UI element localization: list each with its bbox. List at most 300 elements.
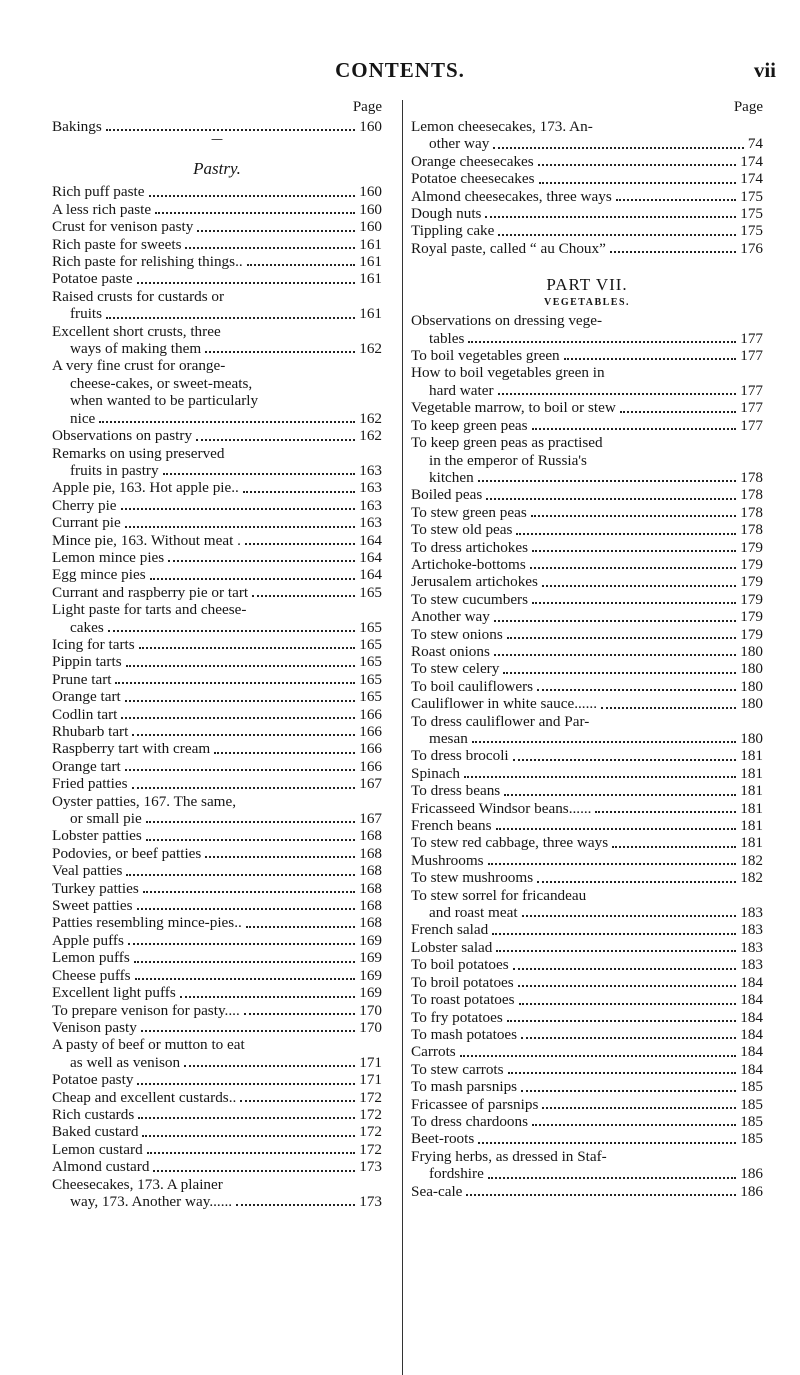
toc-entry-page: 165 (359, 583, 382, 601)
toc-entry (52, 827, 382, 844)
toc-entry-page: 176 (740, 239, 763, 257)
leader-dots (513, 759, 737, 761)
toc-entry (52, 1176, 382, 1211)
leader-dots (616, 199, 736, 201)
toc-entry (52, 514, 382, 531)
toc-entry-text: and roast meat (429, 904, 518, 922)
toc-entry-text: Orange tart (52, 757, 121, 775)
toc-entry-text: Roast onions (411, 642, 490, 660)
toc-entry (52, 932, 382, 949)
toc-entry (411, 939, 763, 956)
toc-entry-last-line (411, 904, 763, 921)
toc-entry-page: 167 (359, 775, 382, 793)
toc-entry (52, 636, 382, 653)
leader-dots (542, 1107, 736, 1109)
toc-entry-text: Lobster patties (52, 827, 142, 845)
toc-entry (52, 566, 382, 583)
toc-entry-text: Orange cheesecakes (411, 152, 534, 170)
toc-entry (411, 205, 763, 222)
toc-entry-page: 183 (740, 938, 763, 956)
leader-dots (132, 734, 355, 736)
toc-entry-text: To boil vegetables green (411, 347, 560, 365)
toc-entry (411, 643, 763, 660)
toc-entry (411, 1113, 763, 1130)
toc-entry-page: 181 (740, 799, 763, 817)
toc-entry-page: 165 (359, 670, 382, 688)
toc-entry (52, 793, 382, 828)
toc-entry-text: Raised crusts for custards or (52, 287, 225, 305)
toc-entry (411, 765, 763, 782)
toc-entry (52, 758, 382, 775)
page-header-title: CONTENTS. (335, 58, 465, 82)
toc-entry-page: 162 (359, 409, 382, 427)
page-number: vii (753, 58, 776, 82)
toc-entry (411, 347, 763, 364)
toc-entry-page: 171 (359, 1053, 382, 1071)
toc-entry-page: 163 (359, 514, 382, 532)
toc-entry-page: 174 (740, 170, 763, 188)
toc-entry-text: To stew old peas (411, 521, 513, 539)
toc-entry (411, 1078, 763, 1095)
leader-dots (163, 473, 356, 475)
toc-entry-page: 172 (359, 1088, 382, 1106)
toc-entry (411, 188, 763, 205)
toc-entry-last-line (52, 1054, 382, 1071)
toc-entry-last-line (411, 469, 763, 486)
toc-entry-page: 166 (359, 740, 382, 758)
leader-dots (507, 637, 736, 639)
toc-entry-text: Currant and raspberry pie or tart (52, 583, 249, 601)
toc-entry-text: To stew carrots (411, 1060, 504, 1078)
leader-dots (539, 182, 737, 184)
leader-dots (496, 950, 736, 952)
leader-dots (146, 821, 356, 823)
toc-entry-page: 174 (740, 152, 763, 170)
toc-entry-page: 168 (359, 862, 382, 880)
leader-dots (486, 498, 736, 500)
toc-entry (411, 800, 763, 817)
toc-entry (52, 253, 382, 270)
part-subtitle: VEGETABLES. (543, 297, 631, 309)
toc-entry (52, 236, 382, 253)
toc-entry-page: 172 (359, 1140, 382, 1158)
toc-entry-text: tables (429, 329, 465, 347)
toc-entry-page: 180 (740, 677, 763, 695)
leader-dots (106, 129, 355, 131)
leader-dots (243, 491, 355, 493)
toc-entry-page: 177 (740, 347, 763, 365)
leader-dots (108, 630, 355, 632)
toc-entry-page: 179 (740, 625, 763, 643)
toc-entry-text: Pippin tarts (52, 653, 122, 671)
leader-dots (488, 1177, 736, 1179)
toc-entry (52, 984, 382, 1001)
toc-entry-text: Rich custards (52, 1105, 135, 1123)
leader-dots (125, 700, 355, 702)
toc-entry (52, 1123, 382, 1140)
toc-entry (52, 897, 382, 914)
toc-entry-page: 165 (359, 635, 382, 653)
leader-dots (126, 874, 355, 876)
toc-entry-page: 172 (359, 1105, 382, 1123)
toc-entry-page: 178 (740, 521, 763, 539)
toc-entry (411, 608, 763, 625)
toc-entry-page: 161 (359, 305, 382, 323)
toc-entry-text: To prepare venison for pasty.... (52, 1001, 240, 1019)
toc-entry-text: way, 173. Another way...... (70, 1192, 233, 1210)
toc-entry (411, 782, 763, 799)
toc-entry (411, 521, 763, 538)
toc-entry-page: 180 (740, 642, 763, 660)
toc-entry (52, 949, 382, 966)
toc-entry-page: 166 (359, 705, 382, 723)
toc-entry-text: as well as venison (70, 1053, 181, 1071)
toc-entry-text: Cauliflower in white sauce...... (411, 695, 597, 713)
toc-entry-page: 165 (359, 653, 382, 671)
leader-dots (247, 264, 356, 266)
toc-entry-text: To stew onions (411, 625, 503, 643)
toc-entry (52, 201, 382, 218)
toc-entry (52, 671, 382, 688)
toc-entry-page: 183 (740, 956, 763, 974)
toc-entry-page: 185 (740, 1078, 763, 1096)
leader-dots (542, 585, 736, 587)
toc-entry-page: 168 (359, 897, 382, 915)
toc-entry (411, 504, 763, 521)
toc-entry-page: 164 (359, 548, 382, 566)
toc-entry-page: 179 (740, 538, 763, 556)
toc-entry-text: when wanted to be particularly (70, 392, 259, 410)
toc-entry-page: 179 (740, 590, 763, 608)
toc-entry (411, 713, 763, 748)
leader-dots (532, 602, 736, 604)
leader-dots (498, 234, 736, 236)
toc-entry (52, 706, 382, 723)
toc-entry-text: Rich puff paste (52, 183, 145, 201)
toc-entry (411, 417, 763, 434)
toc-entry (411, 1026, 763, 1043)
leader-dots (601, 707, 736, 709)
toc-entry-text: Mince pie, 163. Without meat . (52, 531, 241, 549)
toc-entry-text: To stew mushrooms (411, 869, 534, 887)
toc-entry-page: 177 (740, 329, 763, 347)
toc-entry-text: To mash potatoes (411, 1025, 518, 1043)
toc-entry-text: To stew celery (411, 660, 500, 678)
toc-entry-text: Apple puffs (52, 931, 124, 949)
leader-dots (236, 1204, 355, 1206)
column-divider (402, 100, 403, 1375)
toc-entry-page: 183 (740, 921, 763, 939)
toc-entry-page: 175 (740, 205, 763, 223)
toc-entry (411, 312, 763, 347)
leader-dots (155, 212, 355, 214)
leader-dots (125, 526, 355, 528)
toc-entry (52, 532, 382, 549)
leader-dots (620, 411, 736, 413)
leader-dots (508, 1072, 737, 1074)
leader-dots (128, 943, 355, 945)
toc-entry-text: Almond cheesecakes, three ways (411, 187, 612, 205)
toc-entry-page: 171 (359, 1071, 382, 1089)
toc-entry-page: 181 (740, 834, 763, 852)
toc-entry-page: 178 (740, 468, 763, 486)
leader-dots (532, 428, 737, 430)
leader-dots (246, 926, 355, 928)
left-page-heading: Page (352, 99, 382, 115)
toc-entry (52, 270, 382, 287)
toc-entry-text: How to boil vegetables green in (411, 364, 605, 382)
leader-dots (492, 933, 736, 935)
leader-dots (142, 1135, 355, 1137)
left-column (52, 96, 382, 1210)
toc-entry-page: 180 (740, 730, 763, 747)
toc-entry-page: 161 (359, 253, 382, 271)
toc-entry-page: 162 (359, 427, 382, 445)
toc-entry (411, 170, 763, 187)
toc-entry (411, 1061, 763, 1078)
toc-entry (52, 1002, 382, 1019)
toc-entry (411, 678, 763, 695)
toc-entry-text: Observations on dressing vege- (411, 312, 603, 330)
toc-entry (52, 479, 382, 496)
toc-entry (52, 688, 382, 705)
toc-entry (52, 218, 382, 235)
toc-entry-page: 168 (359, 879, 382, 897)
toc-entry-text: fordshire (429, 1165, 484, 1183)
toc-entry (411, 747, 763, 764)
toc-entry-text: Oyster patties, 167. The same, (52, 792, 237, 810)
toc-entry-page: 168 (359, 914, 382, 932)
toc-entry (411, 1183, 763, 1200)
toc-entry (52, 288, 382, 323)
toc-entry-text: Crust for venison pasty (52, 218, 194, 236)
leader-dots (537, 881, 736, 883)
toc-entry (411, 556, 763, 573)
toc-entry-text: Beet-roots (411, 1130, 475, 1148)
toc-entry-text: To dress beans (411, 782, 501, 800)
toc-entry-page: 175 (740, 222, 763, 240)
leader-dots (522, 915, 737, 917)
toc-entry (52, 862, 382, 879)
toc-entry (411, 991, 763, 1008)
toc-entry-text: Royal paste, called “ au Choux” (411, 239, 606, 257)
toc-entry-text: Cherry pie (52, 496, 117, 514)
toc-entry-page: 185 (740, 1095, 763, 1113)
toc-entry-text: To keep green peas as practised (411, 434, 603, 452)
toc-entry-text: To stew cucumbers (411, 590, 529, 608)
leader-dots (516, 533, 736, 535)
leader-dots (498, 393, 737, 395)
toc-entry (52, 1036, 382, 1071)
toc-entry-text: To dress artichokes (411, 538, 529, 556)
toc-entry-text: Fricasseed Windsor beans...... (411, 799, 592, 817)
toc-entry-text: fruits (70, 305, 103, 323)
toc-entry-page: 177 (740, 416, 763, 434)
leader-dots (478, 1142, 736, 1144)
toc-entry (52, 497, 382, 514)
toc-entry-text: Patties resembling mince-pies.. (52, 914, 242, 932)
toc-entry-page: 160 (359, 118, 382, 135)
toc-entry (411, 921, 763, 938)
toc-entry (411, 486, 763, 503)
toc-entry-page: 185 (740, 1130, 763, 1148)
toc-entry (52, 1019, 382, 1036)
toc-entry-text: nice (70, 409, 96, 427)
toc-entry-text: hard water (429, 381, 494, 399)
toc-entry-text: Cheese puffs (52, 966, 131, 984)
toc-entry (52, 549, 382, 566)
right-page-heading: Page (733, 99, 763, 115)
toc-entry-text: Excellent short crusts, three (52, 322, 221, 340)
toc-entry-page: 183 (740, 904, 763, 922)
toc-entry (411, 1043, 763, 1060)
toc-entry-page: 180 (740, 695, 763, 713)
toc-entry-text: Fricassee of parsnips (411, 1095, 539, 1113)
toc-entry-text: or small pie (70, 810, 142, 828)
toc-entry-text: Mushrooms (411, 851, 484, 869)
toc-entry (52, 584, 382, 601)
toc-entry-text: kitchen (429, 468, 474, 486)
toc-entry (411, 834, 763, 851)
leader-dots (472, 741, 736, 743)
toc-entry-text: Sweet patties (52, 897, 133, 915)
toc-entry (411, 222, 763, 239)
toc-entry-page: 182 (740, 851, 763, 869)
leader-dots (196, 439, 355, 441)
toc-entry (411, 869, 763, 886)
toc-entry-page: 169 (359, 984, 382, 1002)
leader-dots (488, 863, 737, 865)
toc-entry-page: 160 (359, 183, 382, 201)
toc-entry-text: Boiled peas (411, 486, 483, 504)
toc-entry-page: 168 (359, 827, 382, 845)
toc-entry-page: 164 (359, 531, 382, 549)
leader-dots (460, 1055, 737, 1057)
toc-entry-text: To stew green peas (411, 503, 527, 521)
toc-entry-text: ways of making them (70, 340, 202, 358)
toc-entry-page: 161 (359, 270, 382, 288)
leader-dots (485, 216, 736, 218)
leader-dots (138, 1117, 355, 1119)
leader-dots (141, 1030, 355, 1032)
leader-dots (137, 282, 356, 284)
toc-entry (52, 445, 382, 480)
leader-dots (507, 1020, 736, 1022)
toc-entry-text: Rich paste for relishing things.. (52, 253, 243, 271)
toc-entry-text: Frying herbs, as dressed in Staf- (411, 1147, 607, 1165)
leader-dots (521, 1037, 736, 1039)
toc-entry-page: 175 (740, 187, 763, 205)
toc-entry-text: Spinach (411, 764, 460, 782)
toc-entry-last-line (411, 135, 763, 152)
toc-entry-last-line (411, 330, 763, 347)
toc-entry-text: Carrots (411, 1043, 456, 1061)
toc-entry (52, 601, 382, 636)
leader-dots (537, 689, 736, 691)
leader-dots (135, 978, 356, 980)
toc-entry-page: 179 (740, 573, 763, 591)
toc-entry-page: 181 (740, 782, 763, 800)
toc-entry-text: To broil potatoes (411, 973, 514, 991)
toc-entry-page: 181 (740, 764, 763, 782)
leader-dots (518, 985, 737, 987)
toc-entry-text: Rhubarb tart (52, 723, 129, 740)
leader-dots (134, 961, 355, 963)
leader-dots (121, 508, 356, 510)
toc-entry-text: Observations on pastry (52, 427, 193, 445)
leader-dots (121, 717, 355, 719)
toc-entry-text: Cheap and excellent custards.. (52, 1088, 237, 1106)
toc-entry-page: 186 (740, 1165, 763, 1183)
toc-entry (411, 626, 763, 643)
section-rule: — (211, 132, 223, 147)
toc-entry-page: 181 (740, 817, 763, 835)
toc-entry (411, 887, 763, 922)
leader-dots (612, 846, 736, 848)
leader-dots (494, 654, 736, 656)
leader-dots (493, 147, 744, 149)
toc-entry-last-line (52, 305, 382, 322)
toc-entry (411, 399, 763, 416)
leader-dots (143, 891, 355, 893)
toc-entry (411, 1148, 763, 1183)
toc-entry-text: Apple pie, 163. Hot apple pie.. (52, 479, 239, 497)
leader-dots (115, 682, 355, 684)
toc-entry-page: 177 (740, 381, 763, 399)
toc-entry-text: Almond custard (52, 1158, 150, 1176)
toc-entry (411, 591, 763, 608)
toc-entry-page: 184 (740, 1043, 763, 1061)
leader-dots (168, 560, 355, 562)
toc-entry-page: 180 (740, 660, 763, 678)
toc-entry (411, 118, 763, 153)
toc-entry-page: 164 (359, 566, 382, 584)
leader-dots (180, 996, 355, 998)
toc-entry-page: 165 (359, 688, 382, 706)
toc-entry-page: 167 (359, 810, 382, 828)
leader-dots (150, 578, 356, 580)
toc-entry-last-line (52, 340, 382, 357)
toc-entry-text: Codlin tart (52, 705, 118, 723)
toc-entry-page: 179 (740, 555, 763, 573)
toc-entry (52, 880, 382, 897)
leader-dots (126, 665, 356, 667)
toc-entry-page: 184 (740, 1025, 763, 1043)
leader-dots (99, 421, 355, 423)
leader-dots (519, 1003, 737, 1005)
toc-entry-text: Venison pasty (52, 1018, 137, 1036)
toc-entry-last-line (411, 730, 763, 747)
toc-entry-page: 165 (359, 618, 382, 636)
right-column (411, 96, 763, 1200)
leader-dots (494, 620, 736, 622)
toc-entry-text: Tippling cake (411, 222, 495, 240)
toc-entry (411, 852, 763, 869)
toc-entry-text: To dress chardoons (411, 1112, 529, 1130)
toc-entry-page: 182 (740, 869, 763, 887)
leader-dots (504, 794, 736, 796)
toc-entry (411, 1130, 763, 1147)
toc-entry-page: 160 (359, 200, 382, 218)
toc-entry (411, 695, 763, 712)
toc-entry-text: Lemon puffs (52, 949, 130, 967)
leader-dots (564, 358, 737, 360)
leader-dots (106, 317, 355, 319)
toc-entry-text: Light paste for tarts and cheese- (52, 601, 247, 619)
leader-dots (468, 341, 736, 343)
leader-dots (532, 1124, 736, 1126)
toc-entry-text: To stew sorrel for fricandeau (411, 886, 587, 904)
